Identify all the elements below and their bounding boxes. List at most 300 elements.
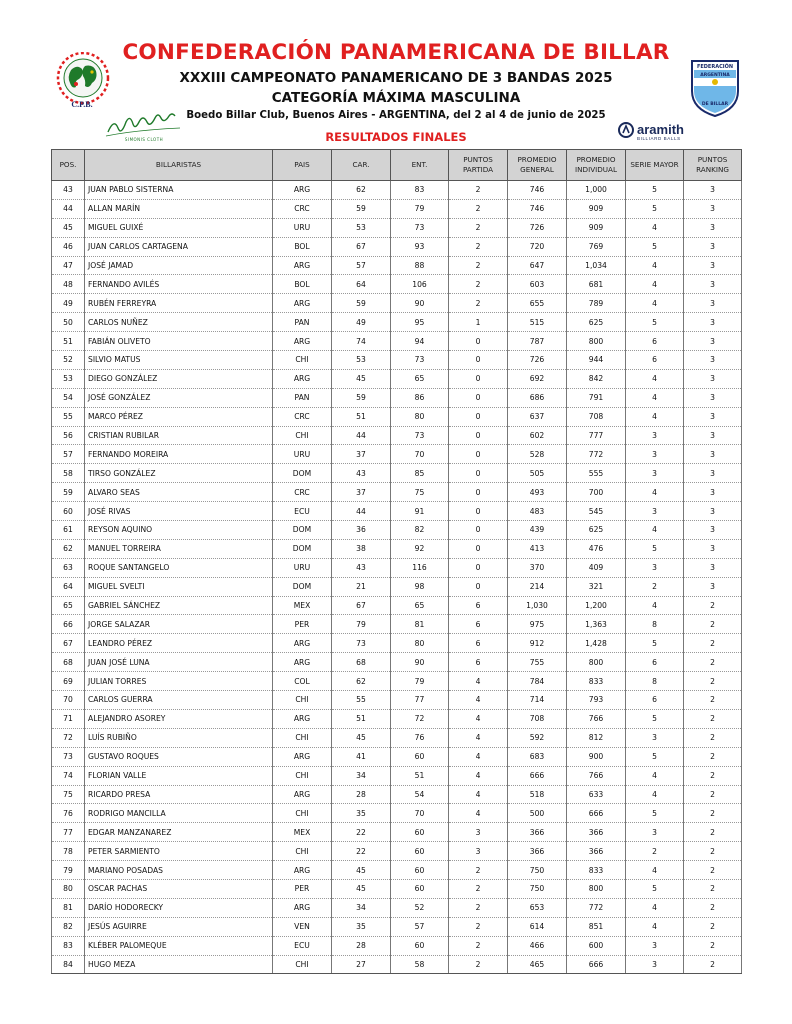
cell-country: MEX <box>273 823 332 842</box>
col-header-promedio-general: PROMEDIO GENERAL <box>508 150 567 181</box>
cell-puntos-partida: 0 <box>449 502 508 521</box>
cell-car: 28 <box>332 936 391 955</box>
table-row <box>52 351 742 370</box>
cell-promedio-individual: 1,034 <box>567 256 626 275</box>
results-body <box>52 181 742 974</box>
cell-promedio-general: 614 <box>508 917 567 936</box>
cell-puntos-ranking: 3 <box>684 521 742 540</box>
cell-puntos-partida: 2 <box>449 936 508 955</box>
cell-ent: 51 <box>391 766 449 785</box>
cell-country: ARG <box>273 294 332 313</box>
cell-promedio-general: 708 <box>508 709 567 728</box>
table-row <box>52 181 742 200</box>
cell-serie-mayor: 4 <box>626 521 684 540</box>
cell-country: CRC <box>273 199 332 218</box>
cell-player-name: ROQUE SANTANGELO <box>85 558 273 577</box>
table-row <box>52 823 742 842</box>
cell-puntos-ranking: 3 <box>684 539 742 558</box>
cell-serie-mayor: 2 <box>626 577 684 596</box>
cell-player-name: MARCO PÉREZ <box>85 407 273 426</box>
cell-player-name: TIRSO GONZÁLEZ <box>85 464 273 483</box>
cell-car: 27 <box>332 955 391 974</box>
cell-country: CHI <box>273 351 332 370</box>
cell-country: CHI <box>273 766 332 785</box>
cell-promedio-individual: 766 <box>567 766 626 785</box>
cell-country: ARG <box>273 634 332 653</box>
table-row <box>52 199 742 218</box>
table-row <box>52 596 742 615</box>
cell-serie-mayor: 5 <box>626 181 684 200</box>
cell-ent: 90 <box>391 294 449 313</box>
cell-promedio-general: 746 <box>508 199 567 218</box>
cell-serie-mayor: 3 <box>626 445 684 464</box>
cell-puntos-ranking: 3 <box>684 502 742 521</box>
cell-puntos-ranking: 3 <box>684 199 742 218</box>
cell-player-name: JUAN CARLOS CARTAGENA <box>85 237 273 256</box>
cell-player-name: MANUEL TORREIRA <box>85 539 273 558</box>
cell-ent: 60 <box>391 747 449 766</box>
table-row <box>52 332 742 351</box>
cell-puntos-ranking: 3 <box>684 256 742 275</box>
table-row <box>52 861 742 880</box>
simonis-signature-logo <box>104 112 184 142</box>
cell-player-name: OSCAR PACHAS <box>85 879 273 898</box>
cell-promedio-general: 592 <box>508 728 567 747</box>
cell-pos: 43 <box>52 181 85 200</box>
cell-ent: 86 <box>391 388 449 407</box>
cell-country: PAN <box>273 313 332 332</box>
cell-player-name: SILVIO MATUS <box>85 351 273 370</box>
cell-promedio-individual: 681 <box>567 275 626 294</box>
table-row <box>52 539 742 558</box>
cell-car: 43 <box>332 558 391 577</box>
cell-country: CHI <box>273 842 332 861</box>
cell-promedio-individual: 625 <box>567 313 626 332</box>
cell-ent: 81 <box>391 615 449 634</box>
cell-country: ARG <box>273 369 332 388</box>
cell-puntos-ranking: 2 <box>684 842 742 861</box>
table-row <box>52 672 742 691</box>
cell-country: ARG <box>273 332 332 351</box>
cell-promedio-general: 602 <box>508 426 567 445</box>
cell-promedio-individual: 555 <box>567 464 626 483</box>
cell-puntos-ranking: 2 <box>684 898 742 917</box>
cell-player-name: GABRIEL SÁNCHEZ <box>85 596 273 615</box>
cell-ent: 82 <box>391 521 449 540</box>
col-header-pos: POS. <box>52 150 85 181</box>
cell-puntos-partida: 3 <box>449 842 508 861</box>
cell-ent: 77 <box>391 691 449 710</box>
col-header-pais: PAIS <box>273 150 332 181</box>
cell-player-name: REYSON AQUINO <box>85 521 273 540</box>
cell-car: 57 <box>332 256 391 275</box>
cell-puntos-partida: 0 <box>449 426 508 445</box>
cell-ent: 88 <box>391 256 449 275</box>
cell-puntos-partida: 6 <box>449 653 508 672</box>
cell-country: URU <box>273 558 332 577</box>
cell-promedio-individual: 633 <box>567 785 626 804</box>
cell-player-name: JORGE SALAZAR <box>85 615 273 634</box>
cell-country: URU <box>273 218 332 237</box>
cell-serie-mayor: 3 <box>626 502 684 521</box>
cell-puntos-partida: 1 <box>449 313 508 332</box>
table-row <box>52 747 742 766</box>
cell-promedio-individual: 1,428 <box>567 634 626 653</box>
cell-country: COL <box>273 672 332 691</box>
table-row <box>52 766 742 785</box>
cell-promedio-general: 692 <box>508 369 567 388</box>
cell-player-name: EDGAR MANZANAREZ <box>85 823 273 842</box>
cell-promedio-individual: 791 <box>567 388 626 407</box>
cell-serie-mayor: 4 <box>626 483 684 502</box>
table-row <box>52 502 742 521</box>
cell-ent: 54 <box>391 785 449 804</box>
cell-ent: 76 <box>391 728 449 747</box>
cell-country: CHI <box>273 955 332 974</box>
cell-country: ARG <box>273 861 332 880</box>
cell-ent: 70 <box>391 804 449 823</box>
cell-pos: 54 <box>52 388 85 407</box>
cell-promedio-individual: 833 <box>567 672 626 691</box>
cell-serie-mayor: 6 <box>626 332 684 351</box>
cell-puntos-partida: 6 <box>449 596 508 615</box>
cell-promedio-general: 505 <box>508 464 567 483</box>
cell-player-name: RICARDO PRESA <box>85 785 273 804</box>
cell-car: 38 <box>332 539 391 558</box>
cell-country: ECU <box>273 936 332 955</box>
cell-serie-mayor: 5 <box>626 709 684 728</box>
cell-promedio-individual: 772 <box>567 898 626 917</box>
cell-pos: 52 <box>52 351 85 370</box>
cell-puntos-partida: 0 <box>449 388 508 407</box>
cell-puntos-ranking: 3 <box>684 275 742 294</box>
cell-player-name: ALLAN MARÍN <box>85 199 273 218</box>
cell-serie-mayor: 4 <box>626 785 684 804</box>
cell-promedio-general: 720 <box>508 237 567 256</box>
cell-car: 67 <box>332 237 391 256</box>
cell-ent: 94 <box>391 332 449 351</box>
cell-car: 79 <box>332 615 391 634</box>
cell-pos: 73 <box>52 747 85 766</box>
cell-promedio-individual: 366 <box>567 823 626 842</box>
cell-car: 45 <box>332 369 391 388</box>
cell-promedio-individual: 1,000 <box>567 181 626 200</box>
cell-car: 67 <box>332 596 391 615</box>
cell-promedio-individual: 800 <box>567 653 626 672</box>
cell-promedio-individual: 909 <box>567 199 626 218</box>
cell-serie-mayor: 4 <box>626 917 684 936</box>
aramith-wordmark: aramith <box>637 122 684 137</box>
table-row <box>52 483 742 502</box>
cell-puntos-ranking: 3 <box>684 577 742 596</box>
table-row <box>52 407 742 426</box>
cell-pos: 64 <box>52 577 85 596</box>
cell-puntos-ranking: 3 <box>684 483 742 502</box>
cell-promedio-individual: 708 <box>567 407 626 426</box>
page-title: CONFEDERACIÓN PANAMERICANA DE BILLAR <box>122 40 670 65</box>
table-row <box>52 388 742 407</box>
cell-player-name: CARLOS NUÑEZ <box>85 313 273 332</box>
cell-serie-mayor: 3 <box>626 823 684 842</box>
cell-pos: 75 <box>52 785 85 804</box>
cell-pos: 65 <box>52 596 85 615</box>
cell-player-name: KLÉBER PALOMEQUE <box>85 936 273 955</box>
cell-car: 51 <box>332 709 391 728</box>
cell-country: ARG <box>273 653 332 672</box>
cell-pos: 67 <box>52 634 85 653</box>
cell-promedio-individual: 409 <box>567 558 626 577</box>
cell-puntos-partida: 2 <box>449 294 508 313</box>
aramith-tagline: BILLIARD BALLS <box>637 136 681 141</box>
cell-ent: 70 <box>391 445 449 464</box>
cell-promedio-general: 726 <box>508 351 567 370</box>
cell-ent: 65 <box>391 596 449 615</box>
cell-car: 62 <box>332 672 391 691</box>
cell-promedio-individual: 1,363 <box>567 615 626 634</box>
cell-player-name: JUAN JOSÉ LUNA <box>85 653 273 672</box>
cell-promedio-individual: 625 <box>567 521 626 540</box>
cell-serie-mayor: 5 <box>626 747 684 766</box>
cell-car: 45 <box>332 879 391 898</box>
cell-pos: 70 <box>52 691 85 710</box>
cell-promedio-individual: 800 <box>567 332 626 351</box>
cell-serie-mayor: 3 <box>626 426 684 445</box>
cell-pos: 44 <box>52 199 85 218</box>
cell-promedio-individual: 777 <box>567 426 626 445</box>
cell-promedio-individual: 769 <box>567 237 626 256</box>
results-table <box>51 149 742 974</box>
cell-puntos-ranking: 3 <box>684 237 742 256</box>
cell-promedio-individual: 842 <box>567 369 626 388</box>
cell-player-name: LEANDRO PÉREZ <box>85 634 273 653</box>
cell-pos: 48 <box>52 275 85 294</box>
cell-serie-mayor: 3 <box>626 464 684 483</box>
cell-player-name: ALVARO SEAS <box>85 483 273 502</box>
cell-puntos-partida: 0 <box>449 332 508 351</box>
table-row <box>52 521 742 540</box>
cell-serie-mayor: 8 <box>626 615 684 634</box>
cell-promedio-general: 750 <box>508 879 567 898</box>
cell-player-name: JOSÉ GONZÁLEZ <box>85 388 273 407</box>
cell-country: CHI <box>273 426 332 445</box>
cell-promedio-general: 683 <box>508 747 567 766</box>
cell-car: 34 <box>332 766 391 785</box>
cell-car: 68 <box>332 653 391 672</box>
col-header-billaristas: BILLARISTAS <box>85 150 273 181</box>
cell-promedio-individual: 666 <box>567 804 626 823</box>
cell-puntos-ranking: 3 <box>684 294 742 313</box>
cell-promedio-individual: 700 <box>567 483 626 502</box>
cell-promedio-individual: 772 <box>567 445 626 464</box>
cell-country: DOM <box>273 521 332 540</box>
cell-puntos-partida: 4 <box>449 709 508 728</box>
cell-country: PAN <box>273 388 332 407</box>
cell-promedio-individual: 833 <box>567 861 626 880</box>
cell-car: 35 <box>332 804 391 823</box>
cell-promedio-individual: 800 <box>567 879 626 898</box>
cell-serie-mayor: 4 <box>626 294 684 313</box>
cell-country: DOM <box>273 577 332 596</box>
cell-puntos-partida: 4 <box>449 728 508 747</box>
cell-promedio-individual: 812 <box>567 728 626 747</box>
cell-promedio-general: 750 <box>508 861 567 880</box>
cell-puntos-ranking: 3 <box>684 181 742 200</box>
cell-country: ARG <box>273 747 332 766</box>
cell-promedio-individual: 321 <box>567 577 626 596</box>
cell-pos: 58 <box>52 464 85 483</box>
cell-country: URU <box>273 445 332 464</box>
cell-car: 59 <box>332 294 391 313</box>
cell-car: 22 <box>332 842 391 861</box>
cell-promedio-general: 439 <box>508 521 567 540</box>
cell-player-name: DARÍO HODORECKY <box>85 898 273 917</box>
col-header-ent: ENT. <box>391 150 449 181</box>
cell-car: 22 <box>332 823 391 842</box>
cell-puntos-ranking: 2 <box>684 955 742 974</box>
cell-promedio-general: 366 <box>508 842 567 861</box>
championship-subtitle: XXXIII CAMPEONATO PANAMERICANO DE 3 BANDAS 2025 <box>179 70 613 86</box>
cell-car: 37 <box>332 445 391 464</box>
cell-promedio-general: 784 <box>508 672 567 691</box>
cell-promedio-general: 214 <box>508 577 567 596</box>
cell-car: 74 <box>332 332 391 351</box>
cell-serie-mayor: 4 <box>626 275 684 294</box>
cell-puntos-ranking: 3 <box>684 332 742 351</box>
cell-pos: 78 <box>52 842 85 861</box>
cell-pos: 77 <box>52 823 85 842</box>
cell-player-name: ALEJANDRO ASOREY <box>85 709 273 728</box>
cell-serie-mayor: 5 <box>626 634 684 653</box>
table-row <box>52 256 742 275</box>
table-row <box>52 577 742 596</box>
cell-car: 28 <box>332 785 391 804</box>
cell-pos: 80 <box>52 879 85 898</box>
cell-player-name: FERNANDO AVILÉS <box>85 275 273 294</box>
cell-puntos-partida: 0 <box>449 558 508 577</box>
cell-country: MEX <box>273 596 332 615</box>
cell-serie-mayor: 4 <box>626 218 684 237</box>
svg-text:FEDERACIÓN: FEDERACIÓN <box>696 64 734 70</box>
cell-car: 41 <box>332 747 391 766</box>
cell-pos: 51 <box>52 332 85 351</box>
cell-ent: 79 <box>391 672 449 691</box>
cell-pos: 71 <box>52 709 85 728</box>
cell-promedio-general: 528 <box>508 445 567 464</box>
cell-country: CRC <box>273 483 332 502</box>
cell-promedio-general: 647 <box>508 256 567 275</box>
cell-ent: 79 <box>391 199 449 218</box>
table-row <box>52 275 742 294</box>
cell-country: BOL <box>273 275 332 294</box>
cell-puntos-ranking: 3 <box>684 313 742 332</box>
cell-car: 21 <box>332 577 391 596</box>
cell-promedio-general: 465 <box>508 955 567 974</box>
svg-text:SIMONIS CLOTH: SIMONIS CLOTH <box>124 137 164 142</box>
table-row <box>52 936 742 955</box>
col-header-car: CAR. <box>332 150 391 181</box>
cell-country: CRC <box>273 407 332 426</box>
cell-car: 62 <box>332 181 391 200</box>
cell-puntos-ranking: 3 <box>684 369 742 388</box>
cell-ent: 60 <box>391 861 449 880</box>
table-row <box>52 369 742 388</box>
cell-puntos-ranking: 3 <box>684 218 742 237</box>
cell-serie-mayor: 5 <box>626 539 684 558</box>
cpb-label: C.P.B. <box>71 100 93 109</box>
cell-country: BOL <box>273 237 332 256</box>
cell-puntos-ranking: 2 <box>684 861 742 880</box>
cell-player-name: JOSÉ JAMAD <box>85 256 273 275</box>
cell-puntos-partida: 2 <box>449 898 508 917</box>
cell-serie-mayor: 5 <box>626 879 684 898</box>
cell-puntos-ranking: 2 <box>684 634 742 653</box>
svg-text:ARGENTINA: ARGENTINA <box>700 73 730 78</box>
cell-serie-mayor: 4 <box>626 766 684 785</box>
cell-ent: 91 <box>391 502 449 521</box>
cell-puntos-ranking: 3 <box>684 558 742 577</box>
cell-car: 51 <box>332 407 391 426</box>
cell-country: CHI <box>273 691 332 710</box>
cell-promedio-general: 483 <box>508 502 567 521</box>
cell-player-name: MARIANO POSADAS <box>85 861 273 880</box>
cell-serie-mayor: 6 <box>626 351 684 370</box>
cell-serie-mayor: 6 <box>626 691 684 710</box>
cell-puntos-ranking: 2 <box>684 804 742 823</box>
cell-puntos-partida: 3 <box>449 823 508 842</box>
cell-promedio-general: 686 <box>508 388 567 407</box>
table-row <box>52 955 742 974</box>
cell-car: 44 <box>332 502 391 521</box>
cell-puntos-partida: 0 <box>449 483 508 502</box>
cell-pos: 66 <box>52 615 85 634</box>
cell-serie-mayor: 3 <box>626 955 684 974</box>
cell-serie-mayor: 6 <box>626 653 684 672</box>
cell-pos: 79 <box>52 861 85 880</box>
cell-ent: 80 <box>391 634 449 653</box>
cell-car: 36 <box>332 521 391 540</box>
cell-puntos-ranking: 3 <box>684 426 742 445</box>
cell-pos: 74 <box>52 766 85 785</box>
cell-car: 45 <box>332 728 391 747</box>
cell-promedio-general: 500 <box>508 804 567 823</box>
table-row <box>52 313 742 332</box>
venue-line: Boedo Billar Club, Buenos Aires - ARGENTINA, del 2 al 4 de junio de 2025 <box>186 110 606 121</box>
cell-promedio-general: 413 <box>508 539 567 558</box>
cell-serie-mayor: 4 <box>626 898 684 917</box>
cell-pos: 50 <box>52 313 85 332</box>
cell-serie-mayor: 5 <box>626 237 684 256</box>
cell-puntos-partida: 0 <box>449 369 508 388</box>
cell-ent: 72 <box>391 709 449 728</box>
cell-promedio-general: 755 <box>508 653 567 672</box>
cell-puntos-ranking: 2 <box>684 709 742 728</box>
cell-puntos-partida: 6 <box>449 615 508 634</box>
cell-car: 34 <box>332 898 391 917</box>
cell-player-name: FERNANDO MOREIRA <box>85 445 273 464</box>
cell-country: DOM <box>273 464 332 483</box>
cell-player-name: LUÍS RUBIÑO <box>85 728 273 747</box>
cell-puntos-ranking: 2 <box>684 879 742 898</box>
cell-player-name: DIEGO GONZÁLEZ <box>85 369 273 388</box>
cell-puntos-ranking: 3 <box>684 445 742 464</box>
cell-serie-mayor: 3 <box>626 936 684 955</box>
cell-ent: 73 <box>391 351 449 370</box>
cell-country: ARG <box>273 898 332 917</box>
cell-puntos-partida: 2 <box>449 256 508 275</box>
cell-pos: 84 <box>52 955 85 974</box>
cell-puntos-ranking: 3 <box>684 407 742 426</box>
cell-promedio-individual: 600 <box>567 936 626 955</box>
